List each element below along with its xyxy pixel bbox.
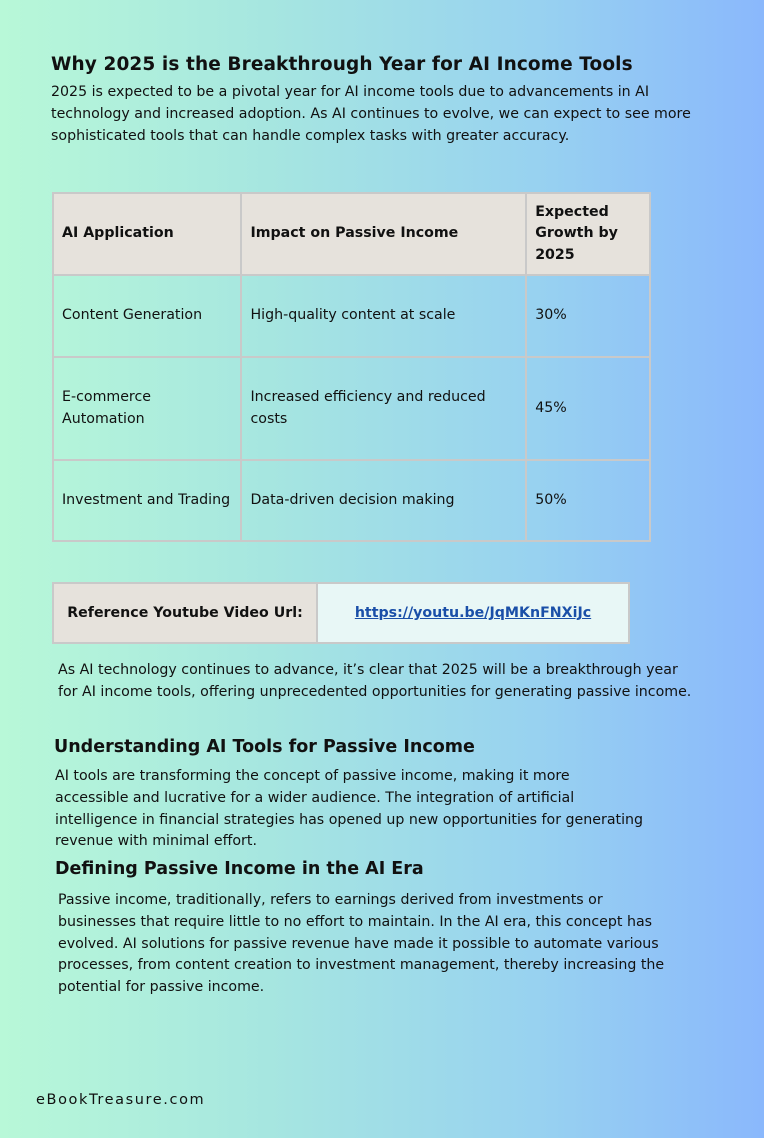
reference-video-link[interactable]: https://youtu.be/JqMKnFNXiJc xyxy=(318,584,628,642)
reference-video-label: Reference Youtube Video Url: xyxy=(54,584,318,642)
table-header-row xyxy=(53,193,650,275)
section-title-understanding-ai-tools: Understanding AI Tools for Passive Income xyxy=(54,737,475,757)
table-cell: High-quality content at scale xyxy=(241,275,526,357)
table-row xyxy=(53,275,650,357)
ai-applications-table xyxy=(52,192,651,542)
section-body-breakthrough-year: 2025 is expected to be a pivotal year for AI income tools due to advancements in AI technology and increased adoption. As AI continues to evolve, we can expect to see more sophisticated tools that can handle complex tasks with greater accuracy. xyxy=(51,84,691,144)
table-header-cell: Expected Growth by 2025 xyxy=(526,193,650,275)
section-body-defining-passive-income: Passive income, traditionally, refers to earnings derived from investments or businesses that require little to no effort to maintain. In the AI era, this concept has evolved. AI solutions for passive revenue have made it possible to automate various processes, from content creation to investment management, thereby increasing the potential for passive income. xyxy=(58,892,665,996)
reference-video-box xyxy=(52,582,630,644)
table-cell: 50% xyxy=(526,460,650,541)
closing-paragraph: As AI technology continues to advance, it’s clear that 2025 will be a breakthrough year for AI income tools, offering unprecedented opportunities for generating passive income. xyxy=(58,662,692,700)
table-cell: Data-driven decision making xyxy=(241,460,526,541)
table-header-cell: AI Application xyxy=(53,193,241,275)
table-cell: Increased efficiency and reduced costs xyxy=(241,357,526,460)
table-cell: Content Generation xyxy=(53,275,241,357)
section-body-understanding-ai-tools: AI tools are transforming the concept of passive income, making it more accessible and lucrative for a wider audience. The integration of artificial intelligence in financial strategies has opened up new opportunities for generating revenue with minimal effort. xyxy=(55,768,644,850)
table-row xyxy=(53,357,650,460)
table-cell: E-commerce Automation xyxy=(53,357,241,460)
table-cell: Investment and Trading xyxy=(53,460,241,541)
table-cell: 30% xyxy=(526,275,650,357)
table-cell: 45% xyxy=(526,357,650,460)
table-header-cell: Impact on Passive Income xyxy=(241,193,526,275)
table-row xyxy=(53,460,650,541)
section-title-defining-passive-income: Defining Passive Income in the AI Era xyxy=(55,859,424,879)
footer-brand: eBookTreasure.com xyxy=(36,1092,206,1108)
section-title-breakthrough-year: Why 2025 is the Breakthrough Year for AI Income Tools xyxy=(51,54,633,75)
